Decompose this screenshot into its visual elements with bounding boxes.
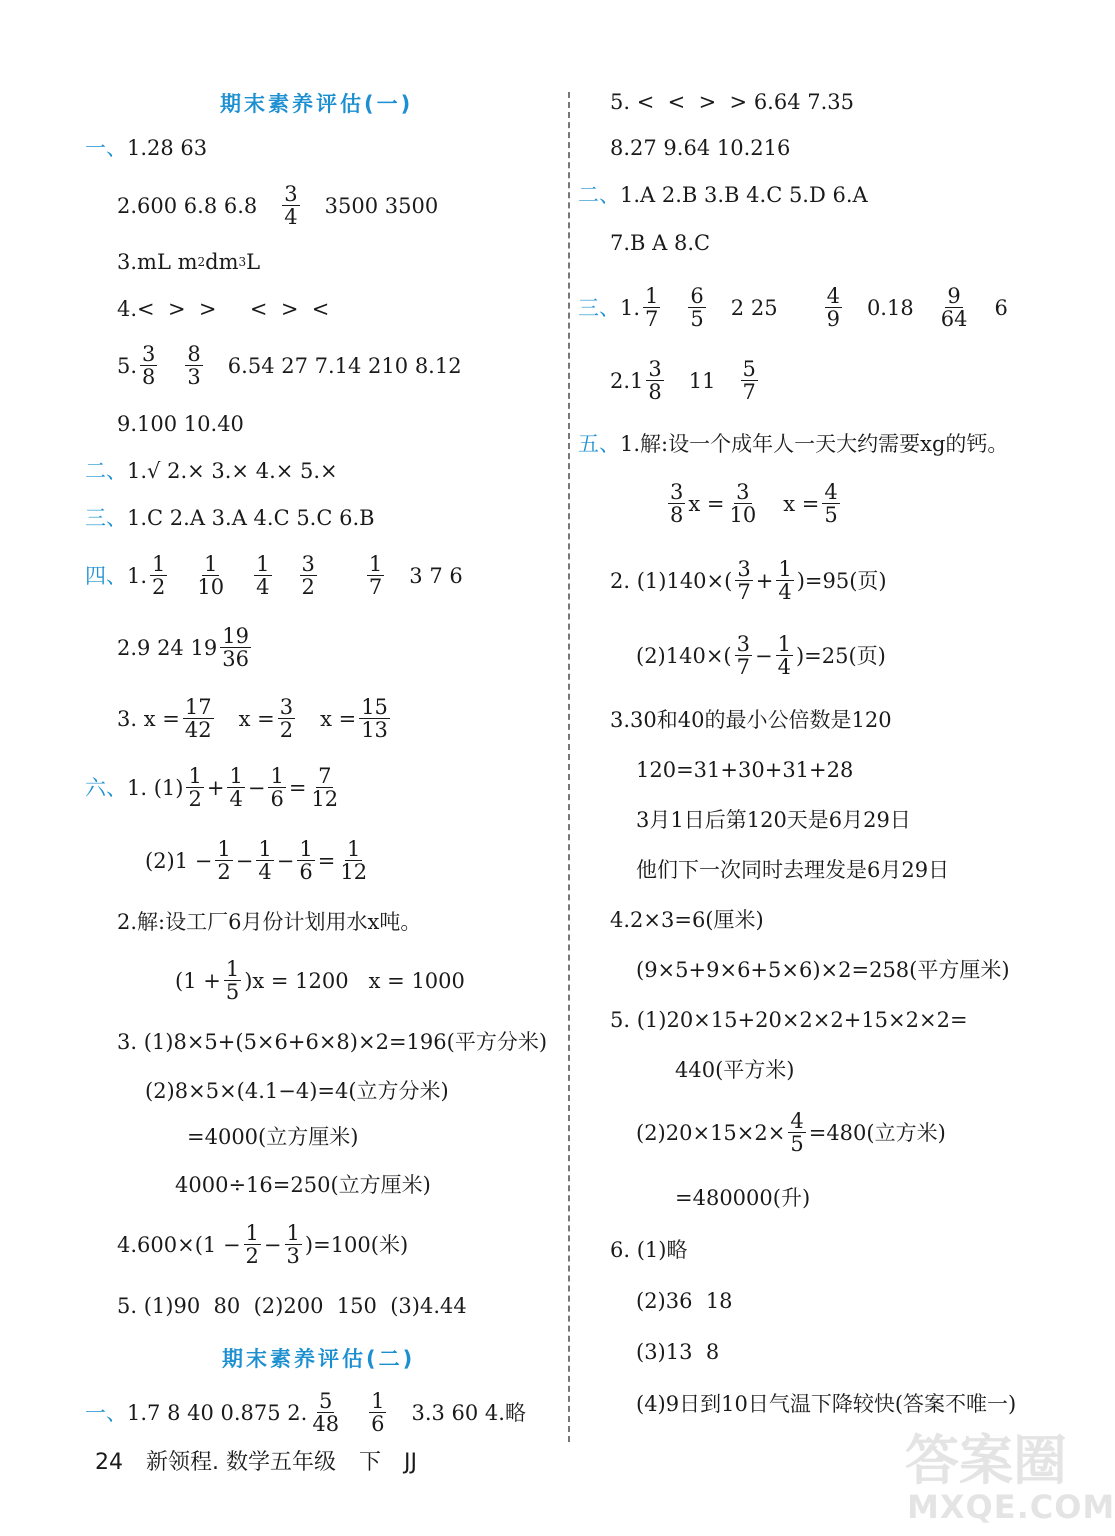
section-heading-2: 期末素养评估(二): [222, 1347, 416, 1371]
fraction: $\frac{4}{9}$: [826, 284, 840, 331]
answer-row: (2)140×( $\frac{3}{7}$ − $\frac{1}{4}$ )=25(页): [636, 632, 886, 679]
answer-row: 四、 1. $\frac{1}{2}$ $\frac{1}{10}$ $\frac{1}{4}$ $\frac{3}{2}$ $\frac{1}{7}$ 3 7 6: [85, 552, 463, 599]
answer-row: 2.9 24 19 $\frac{19}{36}$: [117, 624, 249, 671]
answer-row: 3月1日后第120天是6月29日: [636, 808, 911, 832]
answer-row: 7.B A 8.C: [610, 231, 711, 255]
fraction: $\frac{1}{4}$: [258, 837, 272, 884]
answer-row: 五、 1.解:设一个成年人一天大约需要xg的钙。: [578, 432, 1009, 456]
page-footer: [95, 1445, 433, 1476]
section-marker: 六、: [85, 775, 127, 800]
answer-row: 5. (1)90 80 (2)200 150 (3)4.44: [117, 1294, 467, 1318]
answer-row: 2.1 $\frac{3}{8}$ 11 $\frac{5}{7}$: [610, 357, 756, 404]
answer-row: 六、 1. (1) $\frac{1}{2}$ + $\frac{1}{4}$ − $\frac{1}{6}$ = $\frac{7}{12}$: [85, 764, 339, 811]
answer-row: 二、 1.√ 2.× 3.× 4.× 5.×: [85, 459, 338, 483]
fraction: $\frac{1}{10}$: [197, 552, 225, 599]
fraction: $\frac{3}{7}$: [737, 557, 751, 604]
fraction: $\frac{1}{12}$: [340, 837, 368, 884]
section-marker: 四、: [85, 563, 127, 588]
fraction: $\frac{1}{4}$: [777, 632, 791, 679]
answer-row: 他们下一次同时去理发是6月29日: [636, 858, 950, 882]
answer-row: 一、 1.28 63: [85, 136, 208, 160]
fraction: $\frac{9}{64}$: [940, 284, 968, 331]
section-marker: 二、: [578, 183, 620, 207]
answer-row: (3)13 8: [636, 1340, 720, 1364]
fraction: $\frac{3}{4}$: [284, 182, 298, 229]
term-label: 下: [359, 1450, 382, 1475]
fraction: $\frac{1}{6}$: [299, 837, 313, 884]
fraction: $\frac{19}{36}$: [222, 624, 249, 671]
fraction: $\frac{3}{2}$: [279, 695, 294, 742]
answer-row: 4.600×(1 − $\frac{1}{2}$ − $\frac{1}{3}$ )=100(米): [117, 1221, 409, 1268]
fraction: $\frac{1}{6}$: [371, 1389, 385, 1436]
page-number: 24: [95, 1450, 123, 1475]
answer-row: 6. (1)略: [610, 1238, 688, 1262]
section-marker: 五、: [578, 432, 620, 456]
answer-row: (1 + $\frac{1}{5}$ )x = 1200 x = 1000: [175, 957, 465, 1004]
answer-row: 3. (1)8×5+(5×6+6×8)×2=196(平方分米): [117, 1030, 548, 1054]
section-marker: 一、: [85, 136, 127, 160]
fraction: $\frac{1}{2}$: [188, 764, 202, 811]
answer-row: 一、 1.7 8 40 0.875 2. $\frac{5}{48}$ $\frac{1}{6}$ 3.3 60 4.略: [85, 1389, 526, 1436]
fraction: $\frac{4}{5}$: [824, 480, 838, 527]
fraction: $\frac{6}{5}$: [690, 284, 704, 331]
answer-row: 二、 1.A 2.B 3.B 4.C 5.D 6.A: [578, 183, 868, 207]
answer-row: 440(平方米): [675, 1058, 795, 1082]
answer-row: 4.< > > < > <: [117, 297, 330, 321]
book-title: 新领程. 数学五年级: [146, 1450, 336, 1475]
fraction: $\frac{3}{8}$: [648, 357, 662, 404]
section-marker: 二、: [85, 459, 127, 483]
fraction: $\frac{1}{5}$: [225, 957, 240, 1004]
fraction: $\frac{1}{3}$: [286, 1221, 300, 1268]
answer-row: 5. $\frac{3}{8}$ $\frac{8}{3}$ 6.54 27 7.14 210 8.12: [117, 342, 462, 389]
fraction: $\frac{8}{3}$: [187, 342, 201, 389]
answer-row: 5. (1)20×15+20×2×2+15×2×2=: [610, 1008, 968, 1032]
fraction: $\frac{1}{4}$: [778, 557, 792, 604]
fraction: $\frac{1}{2}$: [245, 1221, 259, 1268]
fraction: $\frac{1}{2}$: [217, 837, 231, 884]
answer-row: 8.27 9.64 10.216: [610, 136, 791, 160]
answer-row: 2.600 6.8 6.8 $\frac{3}{4}$ 3500 3500: [117, 182, 439, 229]
answer-row: (9×5+9×6+5×6)×2=258(平方厘米): [636, 958, 1010, 982]
section-heading-1: 期末素养评估(一): [220, 92, 414, 116]
answer-row: 2.解:设工厂6月份计划用水x吨。: [117, 910, 422, 934]
answer-row: (2)1 − $\frac{1}{2}$ − $\frac{1}{4}$ − $\frac{1}{6}$ = $\frac{1}{12}$: [145, 837, 368, 884]
fraction: $\frac{3}{2}$: [301, 552, 315, 599]
fraction: $\frac{1}{2}$: [152, 552, 166, 599]
fraction: $\frac{7}{12}$: [311, 764, 339, 811]
answer-row: =480000(升): [675, 1186, 811, 1210]
answer-row: (2)8×5×(4.1−4)=4(立方分米): [145, 1079, 449, 1103]
answer-row: 三、 1.C 2.A 3.A 4.C 5.C 6.B: [85, 506, 375, 530]
answer-row: 三、 1. $\frac{1}{7}$ $\frac{6}{5}$ 2 25 $\frac{4}{9}$ 0.18 $\frac{9}{64}$ 6: [578, 284, 1008, 331]
answer-row: 3.30和40的最小公倍数是120: [610, 708, 892, 732]
fraction: $\frac{4}{5}$: [790, 1109, 804, 1156]
answer-row: 3.mL m 2 dm 3 L: [117, 250, 261, 274]
fraction: $\frac{1}{4}$: [229, 764, 243, 811]
fraction: $\frac{17}{42}$: [184, 695, 212, 742]
answer-row: (2)36 18: [636, 1289, 733, 1313]
section-marker: 三、: [85, 506, 127, 530]
fraction: $\frac{5}{48}$: [312, 1389, 340, 1436]
answer-row: (2)20×15×2× $\frac{4}{5}$ =480(立方米): [636, 1109, 946, 1156]
section-marker: 一、: [85, 1400, 127, 1425]
answer-row: 2. (1)140×( $\frac{3}{7}$ + $\frac{1}{4}$ )=95(页): [610, 557, 887, 604]
fraction: $\frac{1}{7}$: [645, 284, 659, 331]
answer-row: 3. x = $\frac{17}{42}$ x = $\frac{3}{2}$ x = $\frac{15}{13}$: [117, 695, 388, 742]
fraction: $\frac{3}{10}$: [729, 480, 757, 527]
answer-row: (4)9日到10日气温下降较快(答案不唯一): [636, 1392, 1017, 1416]
fraction: $\frac{3}{8}$: [142, 342, 156, 389]
answer-row: 120=31+30+31+28: [636, 758, 854, 782]
answer-row: 9.100 10.40: [117, 412, 244, 436]
column-divider: [568, 92, 570, 1442]
fraction: $\frac{1}{7}$: [368, 552, 383, 599]
fraction: $\frac{3}{8}$: [670, 480, 684, 527]
watermark-logo: 答案圈 MXQE.COM: [905, 1429, 1115, 1526]
edition-label: JJ: [404, 1450, 417, 1475]
fraction: $\frac{1}{4}$: [256, 552, 270, 599]
fraction: $\frac{15}{13}$: [361, 695, 388, 742]
fraction: $\frac{1}{6}$: [270, 764, 284, 811]
answer-row: 5. < < > > 6.64 7.35: [610, 90, 855, 114]
section-marker: 三、: [578, 295, 620, 320]
fraction: $\frac{5}{7}$: [742, 357, 756, 404]
answer-row: 4000÷16=250(立方厘米): [175, 1173, 431, 1197]
answer-row: =4000(立方厘米): [187, 1125, 359, 1149]
fraction: $\frac{3}{7}$: [736, 632, 750, 679]
answer-row: $\frac{3}{8}$ x = $\frac{3}{10}$ x = $\frac{4}{5}$: [670, 480, 838, 527]
answer-row: 4.2×3=6(厘米): [610, 908, 764, 932]
